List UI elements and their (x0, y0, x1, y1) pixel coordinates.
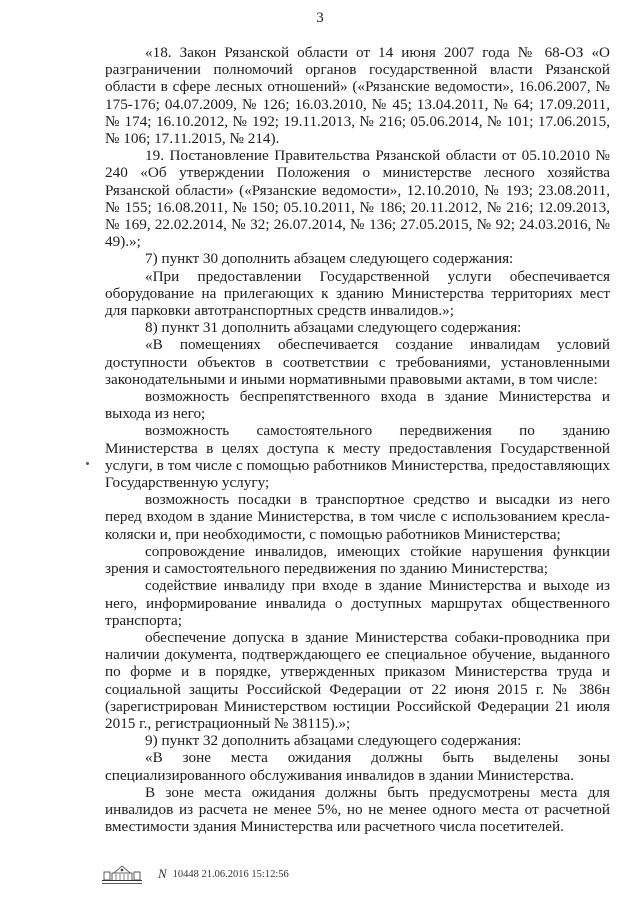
paragraph-movement: возможность самостоятельного передвижения по зданию Министерства в целях доступа к месту предоставления Государственной услуги, в том числе с помощью работников Министерства, предоставляющих Государственную услугу; (105, 422, 610, 492)
paragraph-item-8: 8) пункт 31 дополнить абзацами следующего содержания: (145, 319, 522, 337)
paragraph-waiting-zone: «В зоне места ожидания должны быть выделены зоны специализированного обслуживания инвалидов в здании Министерства. (105, 749, 610, 784)
paragraph-entry: возможность беспрепятственного входа в здание Министерства и выхода из него; (105, 388, 610, 423)
document-body (105, 44, 610, 835)
paragraph-parking: «При предоставлении Государственной услуги обеспечивается оборудование на прилегающих к зданию Министерства территориях мест для парковки автотранспортных средств инвалидов.»; (105, 267, 610, 320)
paragraph-item-7: 7) пункт 30 дополнить абзацем следующего содержания: (145, 250, 514, 268)
doc-mark: N (158, 866, 167, 881)
paragraph-accessibility: «В помещениях обеспечивается создание инвалидам условий доступности объектов в соответствии с требованиями, установленными законодательными и иными нормативными правовыми актами, в том числе: (105, 336, 610, 388)
paragraph-resolution-19: 19. Постановление Правительства Рязанской области от 05.10.2010 № 240 «Об утверждении Положения о министерстве лесного хозяйства Рязанской области» («Рязанские ведомости», 12.10.2010, № 193; 23.08.2011, № 155; 16.08.2011, № 150; 05.10.2011, № 186; 20.11.2012, № 216; 12.09.2013, № 169, 22.02.2014, № 32; 26.07.2014, № 136; 27.05.2015, № 92; 24.03.2016, № 49).»; (105, 147, 610, 251)
paragraph-boarding: возможность посадки в транспортное средство и высадки из него перед входом в здание Министерства, в том числе с использованием кресла-коляски и, при необходимости, с помощью работников Министерства; (105, 491, 610, 543)
paragraph-waiting-places: В зоне места ожидания должны быть предусмотрены места для инвалидов из расчета не менее 5%, но не менее одного места от расчетной вместимости здания Министерства или расчетного числа посетителей. (105, 783, 610, 836)
ink-dot (86, 462, 89, 465)
footer-stamp (100, 862, 289, 886)
office-logo-icon (100, 863, 144, 885)
paragraph-escort: сопровождение инвалидов, имеющих стойкие нарушения функции зрения и самостоятельного передвижения по зданию Министерства; (105, 542, 610, 578)
paragraph-assistance: содействие инвалиду при входе в здание Министерства и выходе из него, информирование инвалида о доступных маршрутах общественного транспорта; (105, 577, 610, 629)
page-number: 3 (316, 10, 324, 26)
paragraph-item-9: 9) пункт 32 дополнить абзацами следующего содержания: (145, 732, 522, 750)
paragraph-law-18: «18. Закон Рязанской области от 14 июня 2007 года № 68-ОЗ «О разграничении полномочий органов государственной власти Рязанской области в сфере лесных отношений» («Рязанские ведомости», 16.06.2007, № 175-176; 04.07.2009, № 126; 16.03.2010, № 45; 13.04.2011, № 64; 17.09.2011, № 174; 16.10.2012, № 192; 19.11.2013, № 216; 05.06.2014, № 101; 17.06.2015, № 106; 17.11.2015, № 214). (105, 44, 610, 148)
paragraph-guide-dog: обеспечение допуска в здание Министерства собаки-проводника при наличии документа, подтверждающего ее специальное обучение, выданного по форме и в порядке, утвержденных приказом Министерства труда и социальной защиты Российской Федерации от 22 июня 2015 г. № 386н (зарегистрирован Министерством юстиции Российской Федерации 21 июля 2015 г., регистрационный № 38115).»; (105, 628, 610, 732)
doc-registration-stamp: 10448 21.06.2016 15:12:56 (172, 868, 289, 880)
